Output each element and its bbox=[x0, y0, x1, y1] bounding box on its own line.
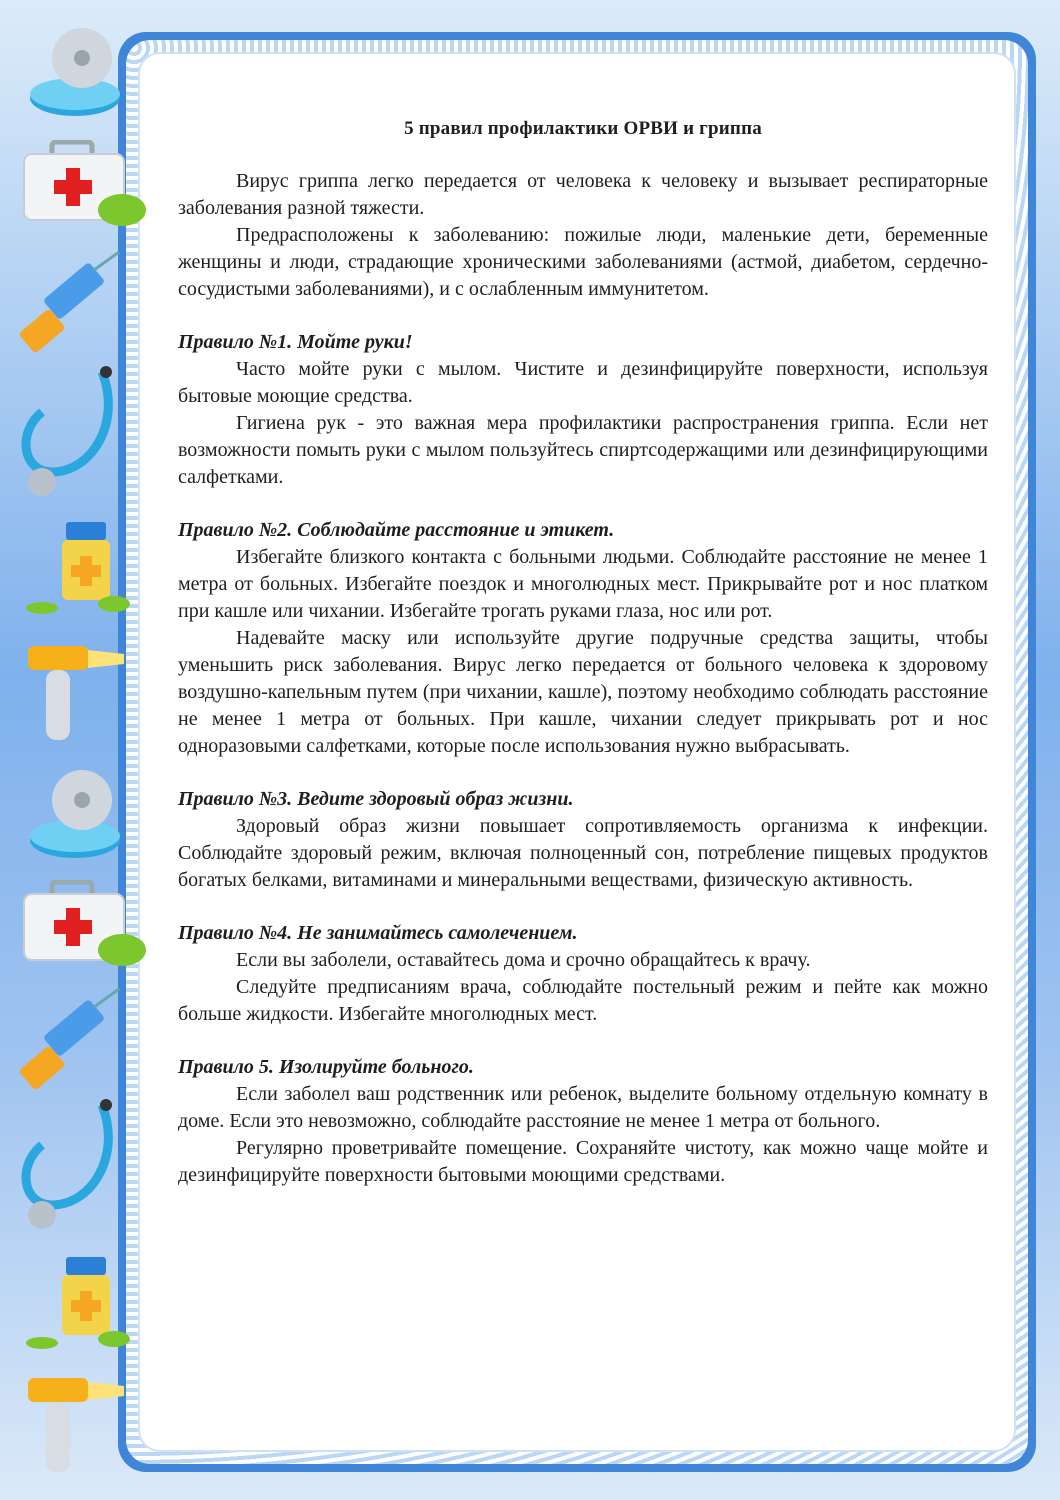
medical-icons-strip bbox=[0, 0, 150, 1500]
rule-paragraph: Если заболел ваш родственник или ребенок, выделите больному отдельную комнату в доме. Если это невозможно, соблюдайте расстояние не менее 1 метра от больного. bbox=[178, 1083, 988, 1132]
stethoscope-icon bbox=[12, 1095, 132, 1235]
rule-paragraph: Часто мойте руки с мылом. Чистите и дезинфицируйте поверхности, используя бытовые моющие средства. bbox=[178, 358, 988, 407]
syringe-icon bbox=[14, 985, 134, 1095]
intro-paragraph: Вирус гриппа легко передается от человека к человеку и вызывает респираторные заболевания разной тяжести. bbox=[178, 170, 988, 219]
rule-paragraph: Если вы заболели, оставайтесь дома и срочно обращайтесь к врачу. bbox=[236, 949, 811, 971]
intro-paragraph: Предрасположены к заболеванию: пожилые люди, маленькие дети, беременные женщины и люди, страдающие хроническими заболеваниями (астмой, диабетом, сердечно-сосудистыми заболеваниями), и с ослабленным иммунитетом. bbox=[178, 224, 988, 300]
rule-paragraph: Здоровый образ жизни повышает сопротивляемость организма к инфекции. Соблюдайте здоровый режим, включая полноценный сон, потребление пищевых продуктов богатых белками, витаминами и минеральными веществами, физическую активность. bbox=[178, 815, 988, 891]
rule-heading: Правило №2. Соблюдайте расстояние и этикет. bbox=[178, 519, 615, 541]
rule-paragraph: Следуйте предписаниям врача, соблюдайте постельный режим и пейте как можно больше жидкости. Избегайте многолюдных мест. bbox=[178, 976, 988, 1025]
rule-heading: Правило №4. Не занимайтесь самолечением. bbox=[178, 922, 578, 944]
stethoscope-icon bbox=[12, 362, 132, 502]
first-aid-kit-icon bbox=[22, 880, 147, 980]
syringe-icon bbox=[14, 248, 134, 358]
rule-paragraph: Регулярно проветривайте помещение. Сохраняйте чистоту, как можно чаще мойте и дезинфицируйте поверхности бытовыми моющими средствами. bbox=[178, 1137, 988, 1186]
first-aid-kit-icon bbox=[22, 140, 147, 240]
rule-paragraph: Избегайте близкого контакта с больными людьми. Соблюдайте расстояние не менее 1 метра от больных. Избегайте поездок и многолюдных мест. Прикрывайте рот и нос платком при кашле или чихании. Избегайте трогать руками глаза, нос или рот. bbox=[178, 546, 988, 622]
rule-heading: Правило 5. Изолируйте больного. bbox=[178, 1056, 474, 1078]
otoscope-icon bbox=[24, 1360, 134, 1480]
document-body bbox=[178, 118, 988, 1189]
head-mirror-icon bbox=[20, 760, 130, 870]
rule-paragraph: Надевайте маску или используйте другие подручные средства защиты, чтобы уменьшить риск заболевания. Вирус легко передается от больного человека к здоровому воздушно-капельным путем (при чихании, кашле), поэтому необходимо соблюдать расстояние не менее 1 метра от больных. При кашле, чихании следует прикрывать рот и нос одноразовыми салфетками, которые после использования нужно выбрасывать. bbox=[178, 627, 988, 757]
rule-heading: Правило №1. Мойте руки! bbox=[178, 331, 413, 353]
rule-paragraph: Гигиена рук - это важная мера профилактики распространения гриппа. Если нет возможности помыть руки с мылом пользуйтесь спиртсодержащими или дезинфицирующими салфетками. bbox=[178, 412, 988, 488]
rule-heading: Правило №3. Ведите здоровый образ жизни. bbox=[178, 788, 574, 810]
pill-bottle-icon bbox=[22, 520, 132, 620]
document-title: 5 правил профилактики ОРВИ и гриппа bbox=[404, 118, 762, 139]
pill-bottle-icon bbox=[22, 1255, 132, 1355]
head-mirror-icon bbox=[20, 18, 130, 128]
otoscope-icon bbox=[24, 628, 134, 748]
